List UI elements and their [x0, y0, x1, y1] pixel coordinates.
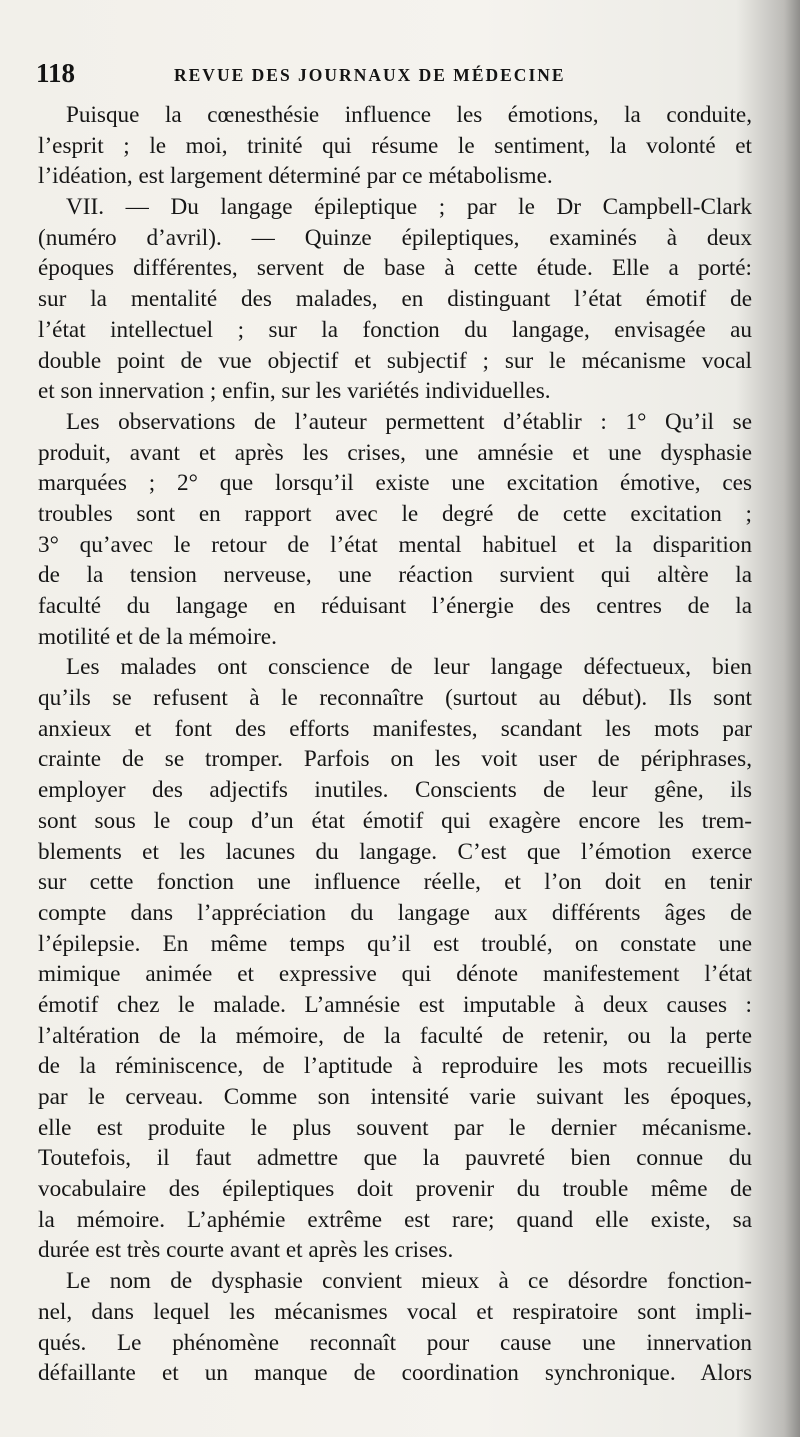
text-line: la mémoire. L’aphémie extrême est rare; quand elle existe, sa — [38, 1206, 752, 1233]
text-line: de la tension nerveuse, une réaction survient qui altère la — [38, 562, 752, 589]
text-line: 3° qu’avec le retour de l’état mental habituel et la disparition — [38, 531, 752, 558]
text-line: Puisque la cœnesthésie influence les émotions, la conduite, — [66, 102, 752, 128]
text-line: émotif chez le malade. L’amnésie est imputable à deux causes : — [38, 991, 752, 1018]
running-head: REVUE DES JOURNAUX DE MÉDECINE — [174, 65, 566, 85]
text-line: compte dans l’appréciation du langage aux différents âges de — [38, 899, 752, 926]
text-line: l’idéation, est largement déterminé par ce métabolisme. — [38, 163, 553, 190]
text-line: et son innervation ; enfin, sur les variétés individuelles. — [38, 378, 551, 405]
text-line: sont sous le coup d’un état émotif qui exagère encore les trem- — [38, 807, 752, 834]
text-line: sur la mentalité des malades, en distinguant l’état émotif de — [38, 286, 752, 313]
text-line: durée est très courte avant et après les crises. — [38, 1237, 454, 1264]
text-line: anxieux et font des efforts manifestes, scandant les mots par — [38, 715, 752, 742]
text-line: mimique animée et expressive qui dénote manifestement l’état — [38, 961, 752, 988]
text-line: de la réminiscence, de l’aptitude à reproduire les mots recueillis — [38, 1053, 752, 1080]
text-line: l’esprit ; le moi, trinité qui résume le sentiment, la volonté et — [38, 132, 752, 159]
text-line: crainte de se tromper. Parfois on les voit user de périphrases, — [38, 746, 752, 773]
text-line: vocabulaire des épileptiques doit provenir du trouble même de — [38, 1176, 752, 1203]
text-line: défaillante et un manque de coordination synchronique. Alors — [38, 1360, 752, 1387]
text-line: elle est produite le plus souvent par le dernier mécanisme. — [38, 1114, 752, 1141]
text-line: époques différentes, servent de base à cette étude. Elle a porté: — [38, 255, 752, 282]
text-line: troubles sont en rapport avec le degré de cette excitation ; — [38, 500, 752, 527]
text-line: marquées ; 2° que lorsqu’il existe une excitation émotive, ces — [38, 470, 752, 497]
text-line: faculté du langage en réduisant l’énergie des centres de la — [38, 593, 752, 619]
text-line: sur cette fonction une influence réelle, et l’on doit en tenir — [38, 869, 752, 896]
text-line: Le nom de dysphasie convient mieux à ce désordre fonction- — [66, 1268, 752, 1295]
text-line: employer des adjectifs inutiles. Conscients de leur gêne, ils — [38, 777, 752, 804]
text-line: l’état intellectuel ; sur la fonction du langage, envisagée au — [38, 316, 752, 343]
text-line: produit, avant et après les crises, une amnésie et une dysphasie — [38, 439, 752, 466]
text-line: l’altération de la mémoire, de la faculté de retenir, ou la perte — [38, 1022, 752, 1049]
text-line: qu’ils se refusent à le reconnaître (surtout au début). Ils sont — [38, 685, 752, 712]
text-line: qués. Le phénomène reconnaît pour cause une innervation — [38, 1329, 752, 1356]
text-line: Les malades ont conscience de leur langage défectueux, bien — [66, 654, 752, 681]
text-line: Les observations de l’auteur permettent d’établir : 1° Qu’il se — [66, 408, 752, 435]
text-line: (numéro d’avril). — Quinze épileptiques, examinés à deux — [38, 224, 752, 251]
text-line: VII. — Du langage épileptique ; par le Dr Campbell-Clark — [66, 194, 752, 221]
text-line: motilité et de la mémoire. — [38, 623, 277, 650]
text-line: par le cerveau. Comme son intensité varie suivant les époques, — [38, 1084, 752, 1110]
text-line: l’épilepsie. En même temps qu’il est troublé, on constate une — [38, 930, 752, 957]
body-text — [38, 100, 752, 1389]
text-line: nel, dans lequel les mécanismes vocal et respiratoire sont impli- — [38, 1298, 752, 1325]
page-number: 118 — [36, 58, 76, 88]
text-line: double point de vue objectif et subjectif ; sur le mécanisme vocal — [38, 347, 752, 374]
page-header — [36, 58, 776, 98]
text-line: blements et les lacunes du langage. C’est que l’émotion exerce — [38, 838, 752, 865]
text-line: Toutefois, il faut admettre que la pauvreté bien connue du — [38, 1145, 752, 1172]
